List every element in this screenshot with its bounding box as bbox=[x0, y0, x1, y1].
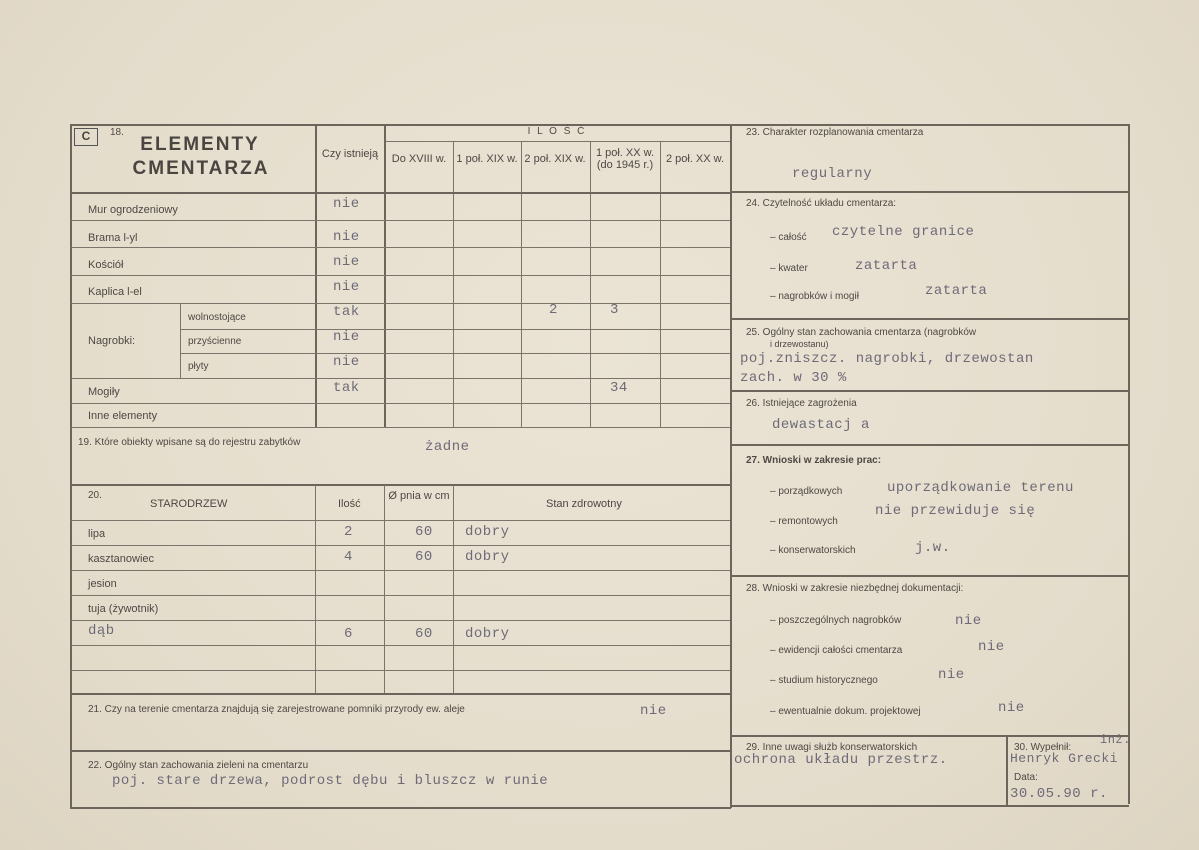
right-border bbox=[1128, 124, 1130, 804]
wolnostojace-2pol-xix: 2 bbox=[549, 302, 558, 318]
row-label-kaplica: Kaplica l-el bbox=[88, 286, 142, 298]
row-line bbox=[180, 329, 730, 330]
q23-label: 23. Charakter rozplanowania cmentarza bbox=[746, 127, 924, 138]
q19-label: 19. Które obiekty wpisane są do rejestru zabytków bbox=[78, 437, 301, 448]
line-above-21 bbox=[70, 693, 731, 695]
q24-item-3-label: – nagrobków i mogił bbox=[770, 291, 859, 302]
q22-label: 22. Ogólny stan zachowania zieleni na cmentarzu bbox=[88, 760, 309, 771]
q28-item-4-label: – ewentualnie dokum. projektowej bbox=[770, 706, 921, 717]
period-divider-2 bbox=[521, 141, 522, 427]
wolnostojace-1pol-xx: 3 bbox=[610, 302, 619, 318]
line-above-25 bbox=[731, 318, 1129, 320]
exists-mogily: tak bbox=[333, 380, 360, 396]
period-divider-1 bbox=[453, 141, 454, 427]
tree-count-kasztanowiec: 4 bbox=[344, 549, 353, 565]
line-above-24 bbox=[731, 191, 1129, 193]
q28-item-4-value: nie bbox=[998, 700, 1025, 716]
tree-name-tuja: tuja (żywotnik) bbox=[88, 603, 159, 615]
tree-row-line bbox=[71, 570, 730, 571]
tree-name-lipa: lipa bbox=[88, 528, 106, 540]
exists-kaplica: nie bbox=[333, 279, 360, 295]
line-above-27 bbox=[731, 444, 1129, 446]
period-header-1: Do XVIII w. bbox=[391, 153, 447, 165]
exists-mur: nie bbox=[333, 196, 360, 212]
q27-item-2-value: nie przewiduje się bbox=[875, 503, 1036, 519]
row-line bbox=[71, 247, 730, 248]
trees-col-count: Ilość bbox=[338, 498, 361, 510]
quantity-header-line bbox=[385, 141, 730, 142]
date-value: 30.05.90 r. bbox=[1010, 786, 1108, 802]
q30-value: Henryk Grecki bbox=[1010, 751, 1118, 766]
q28-item-2-value: nie bbox=[978, 639, 1005, 655]
tree-row-line bbox=[71, 595, 730, 596]
period-header-5: 2 poł. XX w. bbox=[665, 153, 725, 165]
col-exists-header: Czy istnieją bbox=[321, 148, 379, 160]
q29-label: 29. Inne uwagi służb konserwatorskich bbox=[746, 742, 918, 753]
q24-label: 24. Czytelność układu cmentarza: bbox=[746, 198, 897, 209]
line-above-28 bbox=[731, 575, 1129, 577]
q30-label: 30. Wypełnił: bbox=[1014, 742, 1072, 753]
q30-title: inż. bbox=[1100, 733, 1131, 747]
tree-name-dab: dąb bbox=[88, 623, 115, 639]
trees-col-diam: Ø pnia w cm bbox=[388, 490, 450, 502]
q28-item-3-value: nie bbox=[938, 667, 965, 683]
q25-value-2: zach. w 30 % bbox=[740, 370, 847, 386]
tree-health-kasztanowiec: dobry bbox=[465, 549, 510, 565]
row-line bbox=[71, 403, 730, 404]
q27-item-3-label: – konserwatorskich bbox=[770, 545, 856, 556]
q24-item-1-value: czytelne granice bbox=[832, 224, 975, 240]
bottom-border-left bbox=[70, 807, 731, 809]
row-line bbox=[71, 275, 730, 276]
tree-row-line bbox=[71, 670, 730, 671]
divider-29-30 bbox=[1006, 736, 1008, 806]
tree-count-dab: 6 bbox=[344, 626, 353, 642]
q25-value-1: poj.zniszcz. nagrobki, drzewostan bbox=[740, 351, 1034, 367]
left-border bbox=[70, 124, 72, 808]
line-above-20 bbox=[70, 484, 731, 486]
trees-col-health: Stan zdrowotny bbox=[546, 498, 622, 510]
date-label: Data: bbox=[1014, 772, 1038, 783]
tree-row-line bbox=[71, 545, 730, 546]
trees-divider-2 bbox=[384, 485, 385, 693]
title-line-1: ELEMENTY bbox=[140, 134, 260, 155]
q26-label: 26. Istniejące zagrożenia bbox=[746, 398, 857, 409]
q27-item-1-value: uporządkowanie terenu bbox=[887, 480, 1074, 496]
row-line bbox=[71, 303, 730, 304]
exists-wolnostojace: tak bbox=[333, 304, 360, 320]
q24-item-2-label: – kwater bbox=[770, 263, 808, 274]
q26-value: dewastacj a bbox=[772, 417, 870, 433]
line-above-29 bbox=[731, 735, 1129, 737]
q25-label: 25. Ogólny stan zachowania cmentarza (nagrobków bbox=[746, 327, 977, 338]
q27-item-3-value: j.w. bbox=[915, 540, 951, 556]
exists-przyscienne: nie bbox=[333, 329, 360, 345]
period-header-2: 1 poł. XIX w. bbox=[456, 153, 518, 165]
tree-row-line bbox=[71, 645, 730, 646]
q28-item-1-label: – poszczególnych nagrobków bbox=[770, 615, 902, 626]
row-label-brama: Brama l-yl bbox=[88, 232, 138, 244]
line-above-26 bbox=[731, 390, 1129, 392]
row-line bbox=[180, 353, 730, 354]
tree-row-line bbox=[71, 520, 730, 521]
row-label-inne: Inne elementy bbox=[88, 410, 158, 422]
q28-item-2-label: – ewidencji całości cmentarza bbox=[770, 645, 903, 656]
row-label-mogily: Mogiły bbox=[88, 386, 120, 398]
q27-item-1-label: – porządkowych bbox=[770, 486, 843, 497]
period-divider-3 bbox=[590, 141, 591, 427]
exists-brama: nie bbox=[333, 229, 360, 245]
tree-count-lipa: 2 bbox=[344, 524, 353, 540]
row-label-przyscienne: przyścienne bbox=[188, 336, 242, 347]
period-header-3: 2 poł. XIX w. bbox=[524, 153, 586, 165]
tree-health-dab: dobry bbox=[465, 626, 510, 642]
exists-plyty: nie bbox=[333, 354, 360, 370]
tree-diam-kasztanowiec: 60 bbox=[415, 549, 433, 565]
center-divider bbox=[730, 124, 732, 808]
row-line bbox=[71, 378, 730, 379]
q22-value: poj. stare drzewa, podrost dębu i bluszcz w runie bbox=[112, 773, 549, 789]
bottom-border-right bbox=[731, 805, 1129, 807]
q28-label: 28. Wnioski w zakresie niezbędnej dokumentacji: bbox=[746, 583, 964, 594]
nagrobki-label: Nagrobki: bbox=[88, 335, 136, 347]
trees-divider-3 bbox=[453, 485, 454, 693]
row-line bbox=[71, 220, 730, 221]
row-label-wolnostojace: wolnostojące bbox=[188, 312, 246, 323]
section-number-18: 18. bbox=[110, 127, 124, 138]
tree-row-line bbox=[71, 620, 730, 621]
exists-kosciol: nie bbox=[333, 254, 360, 270]
q27-item-2-label: – remontowych bbox=[770, 516, 838, 527]
q25-label-2: i drzewostanu) bbox=[770, 339, 829, 349]
header-bottom-line bbox=[70, 192, 731, 194]
row-label-kosciol: Kościół bbox=[88, 259, 124, 271]
row-label-plyty: płyty bbox=[188, 361, 209, 372]
period-divider-4 bbox=[660, 141, 661, 427]
q21-label: 21. Czy na terenie cmentarza znajdują się zarejestrowane pomniki przyrody ew. aleje bbox=[88, 704, 465, 715]
mogily-1pol-xx: 34 bbox=[610, 380, 628, 396]
tree-health-lipa: dobry bbox=[465, 524, 510, 540]
q24-item-2-value: zatarta bbox=[855, 258, 918, 274]
line-above-22 bbox=[70, 750, 731, 752]
q27-label: 27. Wnioski w zakresie prac: bbox=[746, 455, 882, 466]
trees-header: STARODRZEW bbox=[150, 498, 228, 510]
q23-value: regularny bbox=[792, 166, 873, 182]
col-quantity-header: I L O Ś Ć bbox=[527, 126, 587, 137]
q21-value: nie bbox=[640, 703, 667, 719]
q28-item-3-label: – studium historycznego bbox=[770, 675, 878, 686]
section-number-20: 20. bbox=[88, 490, 102, 501]
line-above-19 bbox=[71, 427, 730, 428]
q24-item-3-value: zatarta bbox=[925, 283, 988, 299]
trees-divider-1 bbox=[315, 485, 316, 693]
title-line-2: CMENTARZA bbox=[132, 158, 270, 179]
q28-item-1-value: nie bbox=[955, 613, 982, 629]
q29-value: ochrona układu przestrz. bbox=[734, 752, 948, 768]
nagrobki-divider bbox=[180, 303, 181, 378]
period-header-4: 1 poł. XX w. (do 1945 r.) bbox=[595, 147, 655, 171]
row-label-mur: Mur ogrodzeniowy bbox=[88, 204, 178, 216]
tree-name-kasztanowiec: kasztanowiec bbox=[88, 553, 155, 565]
tree-name-jesion: jesion bbox=[88, 578, 117, 590]
section-letter-box: C bbox=[74, 128, 98, 146]
q19-value: żadne bbox=[425, 439, 470, 455]
q24-item-1-label: – całość bbox=[770, 232, 807, 243]
tree-diam-dab: 60 bbox=[415, 626, 433, 642]
tree-diam-lipa: 60 bbox=[415, 524, 433, 540]
